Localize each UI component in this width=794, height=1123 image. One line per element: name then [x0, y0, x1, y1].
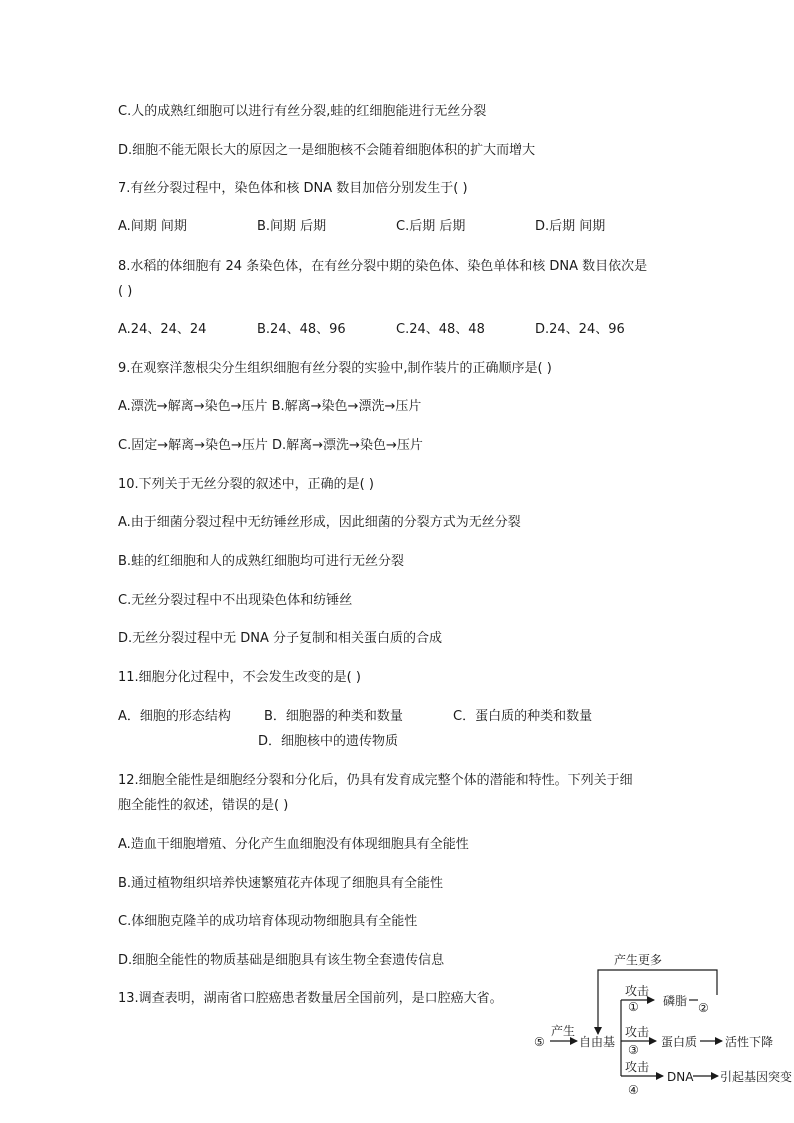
q11-option-b: B．细胞器的种类和数量	[264, 709, 403, 724]
q11-stem: 11.细胞分化过程中，不会发生改变的是( )	[118, 670, 361, 685]
q6-option-d: D.细胞不能无限长大的原因之一是细胞核不会随着细胞体积的扩大而增大	[118, 143, 536, 158]
q13-stem: 13.调查表明，湖南省口腔癌患者数量居全国前列，是口腔癌大省。	[118, 991, 503, 1006]
q7-option-a: A.间期 间期	[118, 219, 187, 234]
q10-option-c: C.无丝分裂过程中不出现染色体和纺锤丝	[118, 593, 353, 608]
q12-option-c: C.体细胞克隆羊的成功培育体现动物细胞具有全能性	[118, 914, 418, 929]
q12-option-b: B.通过植物组织培养快速繁殖花卉体现了细胞具有全能性	[118, 876, 444, 891]
step-number-4: ④	[628, 1083, 639, 1097]
q10-option-a: A.由于细菌分裂过程中无纺锤丝形成，因此细菌的分裂方式为无丝分裂	[118, 515, 521, 530]
q12-stem-cont: 胞全能性的叙述，错误的是( )	[118, 798, 289, 813]
q11-option-d: D．细胞核中的遗传物质	[258, 734, 399, 749]
attack-label-1: 攻击	[625, 984, 650, 998]
q10-stem: 10.下列关于无丝分裂的叙述中，正确的是( )	[118, 477, 374, 492]
q8-option-d: D.24、24、96	[535, 322, 625, 337]
free-radical-diagram	[530, 948, 794, 1123]
q8-option-a: A.24、24、24	[118, 322, 207, 337]
q9-stem: 9.在观察洋葱根尖分生组织细胞有丝分裂的实验中,制作装片的正确顺序是( )	[118, 361, 552, 376]
attack-label-3: 攻击	[625, 1025, 650, 1039]
q10-option-b: B.蛙的红细胞和人的成熟红细胞均可进行无丝分裂	[118, 554, 405, 569]
step-number-2: ②	[698, 1001, 709, 1015]
q11-option-c: C．蛋白质的种类和数量	[453, 709, 593, 724]
q7-stem: 7.有丝分裂过程中，染色体和核 DNA 数目加倍分别发生于( )	[118, 181, 468, 196]
q6-option-c: C.人的成熟红细胞可以进行有丝分裂,蛙的红细胞能进行无丝分裂	[118, 104, 487, 119]
q12-stem: 12.细胞全能性是细胞经分裂和分化后，仍具有发育成完整个体的潜能和特性。下列关于细	[118, 773, 633, 788]
dna-label: DNA	[667, 1070, 694, 1084]
attack-label-4: 攻击	[625, 1060, 650, 1074]
protein-label: 蛋白质	[661, 1035, 698, 1049]
step-number-3: ③	[628, 1043, 639, 1057]
q11-option-a: A．细胞的形态结构	[118, 709, 231, 724]
produce-more-label: 产生更多	[614, 953, 663, 967]
q7-option-b: B.间期 后期	[257, 219, 327, 234]
q12-option-a: A.造血干细胞增殖、分化产生血细胞没有体现细胞具有全能性	[118, 837, 469, 852]
source-number: ⑤	[534, 1035, 545, 1049]
q8-stem-cont: ( )	[118, 284, 133, 299]
q12-option-d: D.细胞全能性的物质基础是细胞具有该生物全套遗传信息	[118, 953, 445, 968]
phospholipid-label: 磷脂	[663, 994, 688, 1008]
q8-option-b: B.24、48、96	[257, 322, 346, 337]
free-radical-label: 自由基	[579, 1035, 616, 1049]
q7-option-d: D.后期 间期	[535, 219, 606, 234]
q10-option-d: D.无丝分裂过程中无 DNA 分子复制和相关蛋白质的合成	[118, 631, 443, 646]
gene-mutation-label: 引起基因突变	[720, 1070, 793, 1084]
step-number-1: ①	[628, 1000, 639, 1014]
activity-decrease-label: 活性下降	[725, 1035, 774, 1049]
q9-options-cd: C.固定→解离→染色→压片 D.解离→漂洗→染色→压片	[118, 438, 423, 453]
q7-option-c: C.后期 后期	[396, 219, 466, 234]
produce-label: 产生	[551, 1024, 576, 1038]
q9-options-ab: A.漂洗→解离→染色→压片 B.解离→染色→漂洗→压片	[118, 399, 422, 414]
q8-option-c: C.24、48、48	[396, 322, 485, 337]
q8-stem: 8.水稻的体细胞有 24 条染色体，在有丝分裂中期的染色体、染色单体和核 DNA 数目依次是	[118, 259, 648, 274]
